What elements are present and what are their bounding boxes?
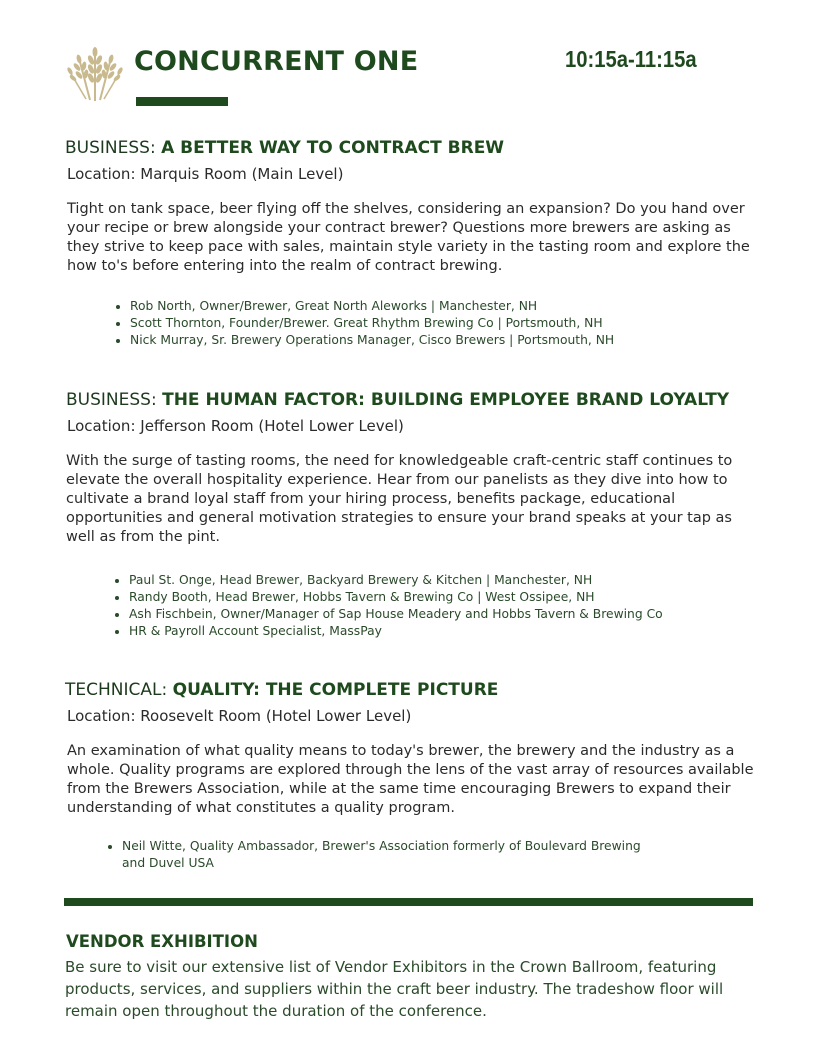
page-title: CONCURRENT ONE <box>134 46 419 77</box>
title-underline <box>136 97 228 106</box>
session-description: With the surge of tasting rooms, the need for knowledgeable craft-centric staff continues to elevate the overall hospitality experience. Hear from our panelists as they dive into how to cultivate a brand loyal staff from your hiring process, benefits package, educational opportunities and general motivation strategies to ensure your brand speaks at your tap as well as from the pint. <box>66 453 733 545</box>
session-category: TECHNICAL: <box>65 680 173 700</box>
section-divider <box>64 898 753 906</box>
speaker-item: • Paul St. Onge, Head Brewer, Backyard Brewery & Kitchen | Manchester, NH <box>129 572 663 589</box>
session-location: Location: Jefferson Room (Hotel Lower Level) <box>67 417 404 435</box>
session-description: Tight on tank space, beer flying off the shelves, considering an expansion? Do you hand over your recipe or brew alongside your contract brewer? Questions more brewers are asking as they strive to keep pace with sales, maintain style variety in the tasting room and explore the how to's before entering into the realm of contract brewing. <box>67 201 750 274</box>
speaker-item: • Nick Murray, Sr. Brewery Operations Manager, Cisco Brewers | Portsmouth, NH <box>130 332 614 349</box>
speaker-item: • Ash Fischbein, Owner/Manager of Sap House Meadery and Hobbs Tavern & Brewing Co <box>129 606 663 623</box>
speaker-item: and Duvel USA <box>122 856 214 870</box>
speaker-item: • Neil Witte, Quality Ambassador, Brewer's Association formerly of Boulevard Brewing <box>122 838 641 855</box>
speaker-item: • Rob North, Owner/Brewer, Great North Aleworks | Manchester, NH <box>130 298 614 315</box>
speaker-list <box>111 572 663 640</box>
session-name: THE HUMAN FACTOR: BUILDING EMPLOYEE BRAND LOYALTY <box>162 390 730 410</box>
speaker-list <box>104 838 641 872</box>
session-heading <box>65 138 504 158</box>
session-location: Location: Marquis Room (Main Level) <box>67 165 344 183</box>
session-name: A BETTER WAY TO CONTRACT BREW <box>161 138 505 158</box>
speaker-item: • Randy Booth, Head Brewer, Hobbs Tavern & Brewing Co | West Ossipee, NH <box>129 589 663 606</box>
session-name: QUALITY: THE COMPLETE PICTURE <box>172 680 499 700</box>
speaker-list <box>112 298 614 349</box>
wheat-icon <box>66 46 124 102</box>
session-category: BUSINESS: <box>65 138 162 158</box>
session-heading <box>65 680 498 700</box>
session-heading <box>66 390 729 410</box>
vendor-heading: VENDOR EXHIBITION <box>66 932 258 951</box>
session-description: An examination of what quality means to today's brewer, the brewery and the industry as a whole. Quality programs are explored through the lens of the vast array of resources available from the Brewers Association, while at the same time encouraging Brewers to expand their understanding of what constitutes a quality program. <box>67 743 754 816</box>
session-location: Location: Roosevelt Room (Hotel Lower Level) <box>67 707 412 725</box>
session-category: BUSINESS: <box>66 390 163 410</box>
speaker-item: • HR & Payroll Account Specialist, MassPay <box>129 623 663 640</box>
vendor-description: Be sure to visit our extensive list of Vendor Exhibitors in the Crown Ballroom, featuring products, services, and suppliers within the craft beer industry. The tradeshow floor will remain open throughout the duration of the conference. <box>65 958 724 1020</box>
session-time: 10:15a-11:15a <box>565 46 697 72</box>
speaker-item: • Scott Thornton, Founder/Brewer. Great Rhythm Brewing Co | Portsmouth, NH <box>130 315 614 332</box>
